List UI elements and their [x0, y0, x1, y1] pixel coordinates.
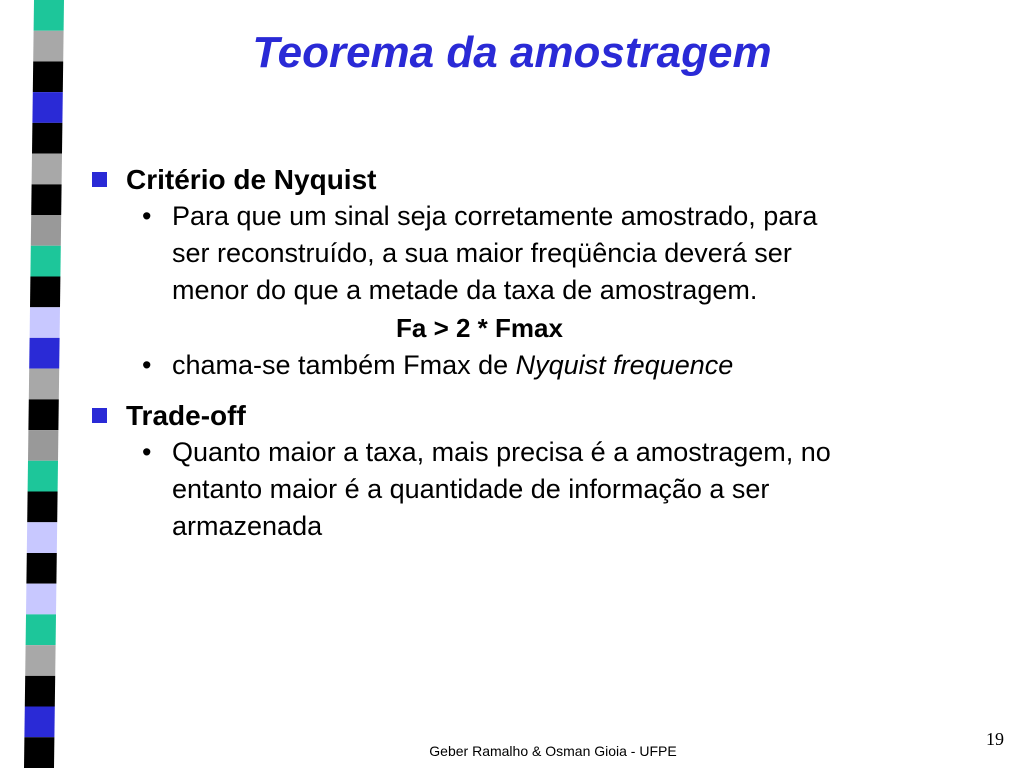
dot-bullet-icon: • — [142, 437, 152, 467]
section-heading-tradeoff — [92, 398, 972, 434]
page-number: 19 — [986, 729, 1004, 749]
slide-title: Teorema da amostragem — [252, 28, 772, 77]
bullet-text: chama-se também Fmax de — [172, 350, 516, 380]
strip-segment — [26, 553, 56, 584]
strip-segment — [32, 123, 62, 154]
strip-segment — [28, 430, 58, 461]
strip-segment — [24, 707, 54, 738]
section-heading-label: Critério de Nyquist — [126, 164, 377, 195]
strip-segment — [30, 276, 60, 307]
strip-segment — [32, 154, 62, 185]
square-bullet-icon — [92, 408, 107, 423]
dot-bullet-icon: • — [142, 201, 152, 231]
strip-segment — [29, 338, 59, 369]
bullet-tradeoff-description — [92, 434, 972, 545]
section-heading-nyquist — [92, 162, 972, 198]
text-line: armazenada — [172, 511, 323, 541]
strip-segment — [31, 215, 61, 246]
strip-segment — [28, 461, 58, 492]
strip-segment — [25, 676, 55, 707]
text-line: entanto maior é a quantidade de informação a ser — [172, 474, 770, 504]
strip-segment — [30, 307, 60, 338]
decorative-sidebar-strip — [0, 0, 80, 768]
slide-content — [92, 162, 972, 545]
strip-segment — [26, 584, 56, 615]
strip-segment — [30, 246, 60, 277]
text-line: menor do que a metade da taxa de amostragem. — [172, 275, 758, 305]
strip-segment — [27, 492, 57, 523]
square-bullet-icon — [92, 172, 107, 187]
text-line: Quanto maior a taxa, mais precisa é a amostragem, no — [172, 437, 831, 467]
strip-segment — [31, 184, 61, 215]
strip-segment — [34, 0, 64, 31]
nyquist-formula: Fa > 2 * Fmax — [396, 313, 563, 343]
dot-bullet-icon: • — [142, 350, 152, 380]
bullet-nyquist-frequence — [92, 347, 972, 384]
slide-footer — [0, 742, 1024, 760]
text-line: Para que um sinal seja corretamente amostrado, para — [172, 201, 818, 231]
strip-segment — [28, 399, 58, 430]
strip-segment — [29, 369, 59, 400]
strip-segment — [27, 522, 57, 553]
strip-segment — [26, 614, 56, 645]
footer-text: Geber Ramalho & Osman Gioia - UFPE — [429, 743, 677, 759]
bullet-italic-term: Nyquist frequence — [515, 350, 734, 380]
bullet-nyquist-definition — [92, 198, 972, 309]
strip-segment — [25, 645, 55, 676]
section-heading-label: Trade-off — [126, 400, 246, 431]
text-line: ser reconstruído, a sua maior freqüência deverá ser — [172, 238, 792, 268]
strip-segment — [32, 92, 62, 123]
